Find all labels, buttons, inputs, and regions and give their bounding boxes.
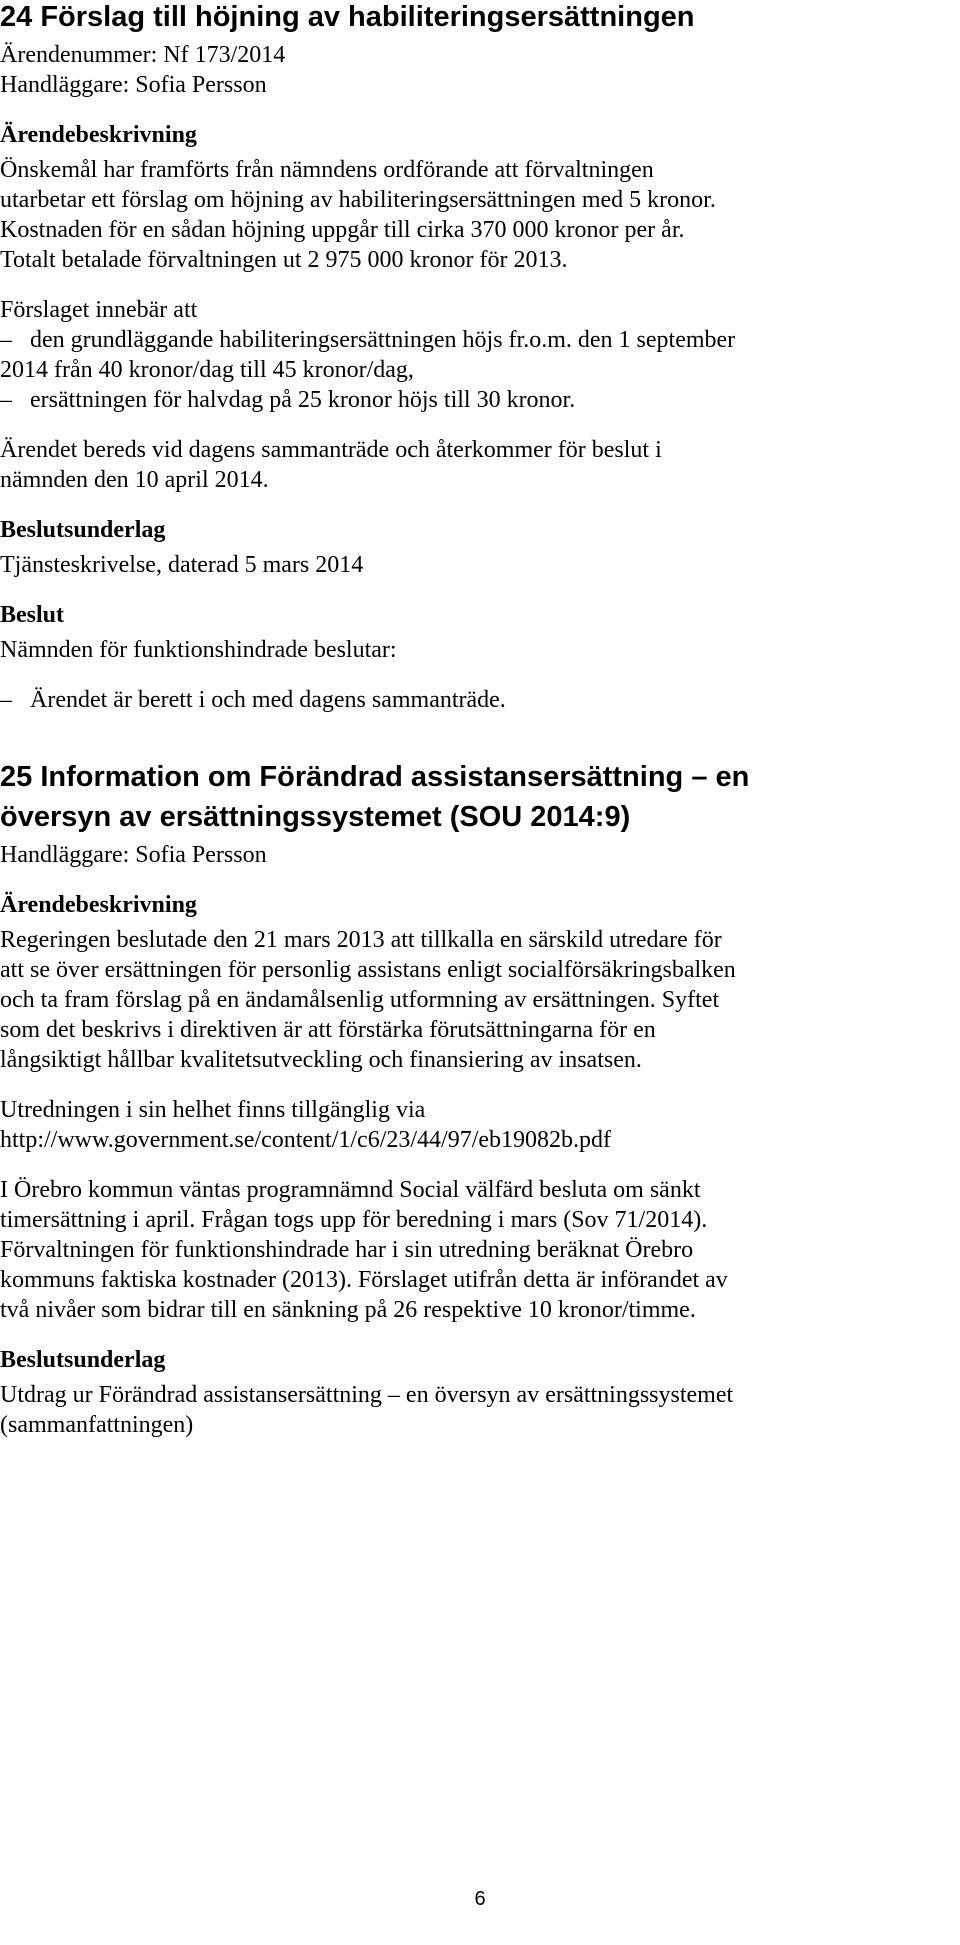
description-line: utarbetar ett förslag om höjning av habiliteringsersättningen med 5 kronor.	[0, 187, 716, 213]
section-24-heading: 24 Förslag till höjning av habiliteringsersättningen	[0, 1, 695, 33]
basis-heading: Beslutsunderlag	[0, 1347, 166, 1373]
page-number: 6	[474, 1888, 486, 1910]
proposal-bullet-continuation: 2014 från 40 kronor/dag till 45 kronor/dag,	[0, 357, 414, 383]
handler: Handläggare: Sofia Persson	[0, 72, 267, 98]
description-heading: Ärendebeskrivning	[0, 122, 197, 148]
section-25-heading-line-1: 25 Information om Förändrad assistansersättning – en	[0, 761, 750, 793]
basis-line: Utdrag ur Förändrad assistansersättning – en översyn av ersättningssystemet	[0, 1382, 734, 1408]
dash-bullet: –	[0, 687, 12, 713]
dash-bullet: –	[0, 327, 12, 353]
decision-intro: Nämnden för funktionshindrade beslutar:	[0, 637, 397, 663]
proposal-intro: Förslaget innebär att	[0, 297, 198, 323]
paragraph-line: I Örebro kommun väntas programnämnd Social välfärd besluta om sänkt	[0, 1177, 701, 1203]
paragraph-line: som det beskrivs i direktiven är att förstärka förutsättningarna för en	[0, 1017, 656, 1043]
decision-heading: Beslut	[0, 602, 65, 628]
proposal-bullet	[0, 385, 575, 415]
handler: Handläggare: Sofia Persson	[0, 842, 267, 868]
paragraph-line: att se över ersättningen för personlig assistans enligt socialförsäkringsbalken	[0, 957, 736, 983]
basis-heading: Beslutsunderlag	[0, 517, 166, 543]
paragraph-line: kommuns faktiska kostnader (2013). Förslaget utifrån detta är införandet av	[0, 1267, 728, 1293]
description-line: Totalt betalade förvaltningen ut 2 975 000 kronor för 2013.	[0, 247, 568, 273]
report-link[interactable]: http://www.government.se/content/1/c6/23/44/97/eb19082b.pdf	[0, 1127, 612, 1153]
decision-item-text: Ärendet är berett i och med dagens sammanträde.	[30, 687, 506, 713]
proposal-bullet	[0, 325, 735, 355]
decision-item	[0, 685, 506, 715]
paragraph-line: Utredningen i sin helhet finns tillgänglig via	[0, 1097, 426, 1123]
preparation-line: nämnden den 10 april 2014.	[0, 467, 269, 493]
paragraph-line: timersättning i april. Frågan togs upp för beredning i mars (Sov 71/2014).	[0, 1207, 708, 1233]
preparation-line: Ärendet bereds vid dagens sammanträde och återkommer för beslut i	[0, 437, 662, 463]
dash-bullet: –	[0, 387, 12, 413]
basis-line: (sammanfattningen)	[0, 1412, 194, 1438]
description-line: Kostnaden för en sådan höjning uppgår till cirka 370 000 kronor per år.	[0, 217, 685, 243]
description-line: Önskemål har framförts från nämndens ordförande att förvaltningen	[0, 157, 654, 183]
section-25-heading-line-2: översyn av ersättningssystemet (SOU 2014:9)	[0, 801, 631, 833]
paragraph-line: och ta fram förslag på en ändamålsenlig utformning av ersättningen. Syftet	[0, 987, 720, 1013]
case-number: Ärendenummer: Nf 173/2014	[0, 42, 286, 68]
basis-text: Tjänsteskrivelse, daterad 5 mars 2014	[0, 552, 364, 578]
proposal-bullet-text: ersättningen för halvdag på 25 kronor höjs till 30 kronor.	[30, 387, 576, 413]
proposal-bullet-text: den grundläggande habiliteringsersättningen höjs fr.o.m. den 1 september	[30, 327, 736, 353]
description-heading: Ärendebeskrivning	[0, 892, 197, 918]
paragraph-line: Förvaltningen för funktionshindrade har i sin utredning beräknat Örebro	[0, 1237, 694, 1263]
paragraph-line: Regeringen beslutade den 21 mars 2013 att tillkalla en särskild utredare för	[0, 927, 722, 953]
paragraph-line: två nivåer som bidrar till en sänkning på 26 respektive 10 kronor/timme.	[0, 1297, 696, 1323]
paragraph-line: långsiktigt hållbar kvalitetsutveckling och finansiering av insatsen.	[0, 1047, 642, 1073]
